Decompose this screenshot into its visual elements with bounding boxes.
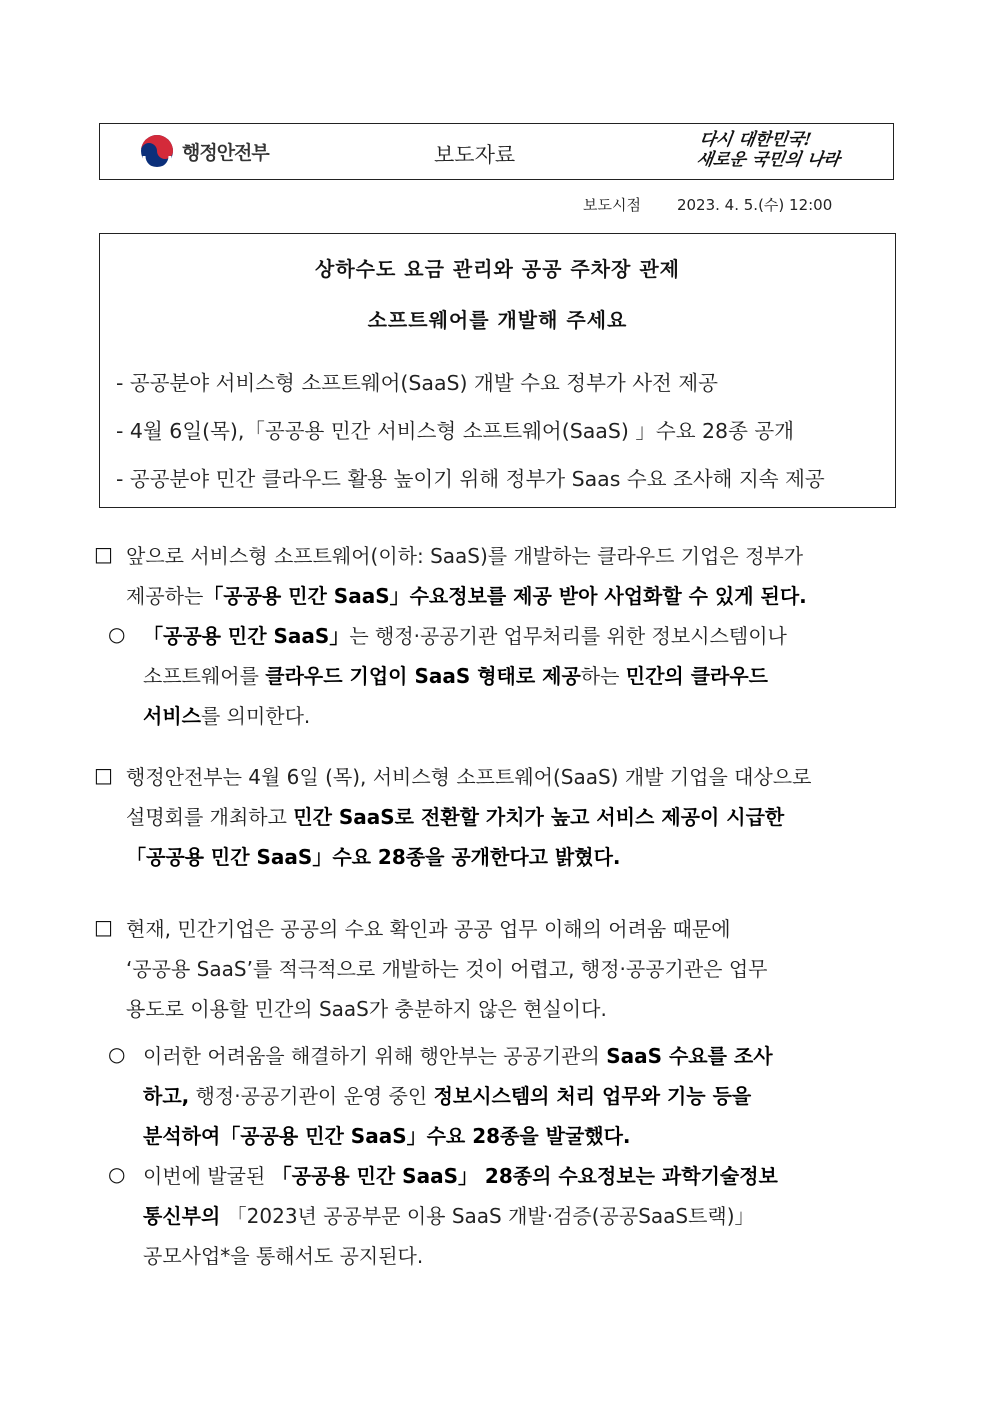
circle-bullet: ○	[108, 622, 126, 646]
ministry-name: 행정안전부	[182, 141, 269, 164]
circle-bullet: ○	[108, 1042, 126, 1066]
subheading: - 공공분야 민간 클라우드 활용 높이기 위해 정부가 Saas 수요 조사해 지속 제공	[116, 467, 825, 491]
document-type: 보도자료	[434, 143, 516, 167]
text-span: 하는	[580, 664, 620, 688]
paragraph-1-sub-line-2	[143, 656, 768, 696]
taeguk-emblem-icon	[140, 134, 174, 168]
emphasis-span: 민간의 클라우드	[625, 664, 768, 688]
text-span: 는 행정·공공기관 업무처리를 위한 정보시스템이나	[349, 624, 787, 648]
paragraph-1-line-1: 앞으로 서비스형 소프트웨어(이하: SaaS)를 개발하는 클라우드 기업은 정부가	[126, 544, 804, 568]
text-span: 소프트웨어를	[143, 664, 259, 688]
text-span: 를 의미한다.	[200, 704, 311, 728]
emphasis-span: SaaS 수요를 조사	[606, 1044, 773, 1068]
paragraph-3-line-2: ‘공공용 SaaS’를 적극적으로 개발하는 것이 어렵고, 행정·공공기관은 업무	[126, 957, 768, 981]
paragraph-1-sub-line-3	[143, 696, 310, 736]
text-span: 행정·공공기관이 운영 중인	[195, 1084, 428, 1108]
release-time	[583, 194, 832, 215]
release-value: 2023. 4. 5.(수) 12:00	[676, 196, 833, 214]
subheading: - 4월 6일(목),「공공용 민간 서비스형 소프트웨어(SaaS) 」수요 28종 공개	[116, 419, 795, 443]
ministry-logo	[140, 134, 269, 168]
paragraph-3-line-1: 현재, 민간기업은 공공의 수요 확인과 공공 업무 이해의 어려움 때문에	[126, 917, 731, 941]
emphasis-span: 「공공용 민간 SaaS」수요정보를 제공 받아 사업화할 수 있게 된다.	[203, 584, 807, 608]
title-box	[99, 233, 896, 508]
paragraph-3-sub-2-line-1	[143, 1156, 778, 1196]
emphasis-span: 클라우드 기업이 SaaS 형태로 제공	[265, 664, 581, 688]
emphasis-span: 서비스	[143, 704, 201, 728]
paragraph-3-sub-1-line-3: 분석하여「공공용 민간 SaaS」수요 28종을 발굴했다.	[143, 1124, 631, 1148]
header-box	[99, 123, 894, 180]
headline-line-1: 상하수도 요금 관리와 공공 주차장 관제	[315, 257, 680, 281]
emphasis-span: 하고,	[143, 1084, 190, 1108]
paragraph-2-line-3: 「공공용 민간 SaaS」수요 28종을 공개한다고 밝혔다.	[126, 845, 621, 869]
emphasis-span: 「공공용 민간 SaaS」	[143, 624, 350, 648]
subheading: - 공공분야 서비스형 소프트웨어(SaaS) 개발 수요 정부가 사전 제공	[116, 371, 718, 395]
paragraph-3-sub-2-line-2	[143, 1196, 755, 1236]
paragraph-2-line-1: 행정안전부는 4월 6일 (목), 서비스형 소프트웨어(SaaS) 개발 기업을 대상으로	[126, 765, 812, 789]
paragraph-1-line-2	[126, 576, 807, 616]
text-span: 이러한 어려움을 해결하기 위해 행안부는 공공기관의	[143, 1044, 600, 1068]
box-bullet: □	[94, 915, 113, 939]
text-span: 이번에 발굴된	[143, 1164, 266, 1188]
paragraph-3-sub-1-line-1	[143, 1036, 773, 1076]
slogan	[695, 130, 844, 170]
slogan-line-2: 새로운 국민의 나라	[694, 150, 841, 170]
text-span: 제공하는	[126, 584, 204, 608]
circle-bullet: ○	[108, 1162, 126, 1186]
box-bullet: □	[94, 542, 113, 566]
headline	[100, 244, 895, 346]
paragraph-3-line-3: 용도로 이용할 민간의 SaaS가 충분하지 않은 현실이다.	[126, 997, 607, 1021]
headline-line-2: 소프트웨어를 개발해 주세요	[367, 308, 628, 332]
slogan-line-1: 다시 대한민국!	[697, 130, 813, 150]
box-bullet: □	[94, 763, 113, 787]
paragraph-1-sub-line-1	[143, 616, 787, 656]
paragraph-3-sub-2-line-3: 공모사업*을 통해서도 공지된다.	[143, 1244, 424, 1268]
paragraph-2-line-2	[126, 797, 784, 837]
emphasis-span: 정보시스템의 처리 업무와 기능 등을	[433, 1084, 752, 1108]
emphasis-span: 민간 SaaS로 전환할 가치가 높고 서비스 제공이 시급한	[293, 805, 785, 829]
emphasis-span: 통신부의	[143, 1204, 221, 1228]
subheadings	[116, 359, 825, 503]
release-label: 보도시점	[583, 196, 641, 214]
emphasis-span: 「공공용 민간 SaaS」 28종의 수요정보는 과학기술정보	[271, 1164, 778, 1188]
text-span: 설명회를 개최하고	[126, 805, 287, 829]
text-span: 「2023년 공공부문 이용 SaaS 개발·검증(공공SaaS트랙)」	[226, 1204, 755, 1228]
paragraph-3-sub-1-line-2	[143, 1076, 751, 1116]
